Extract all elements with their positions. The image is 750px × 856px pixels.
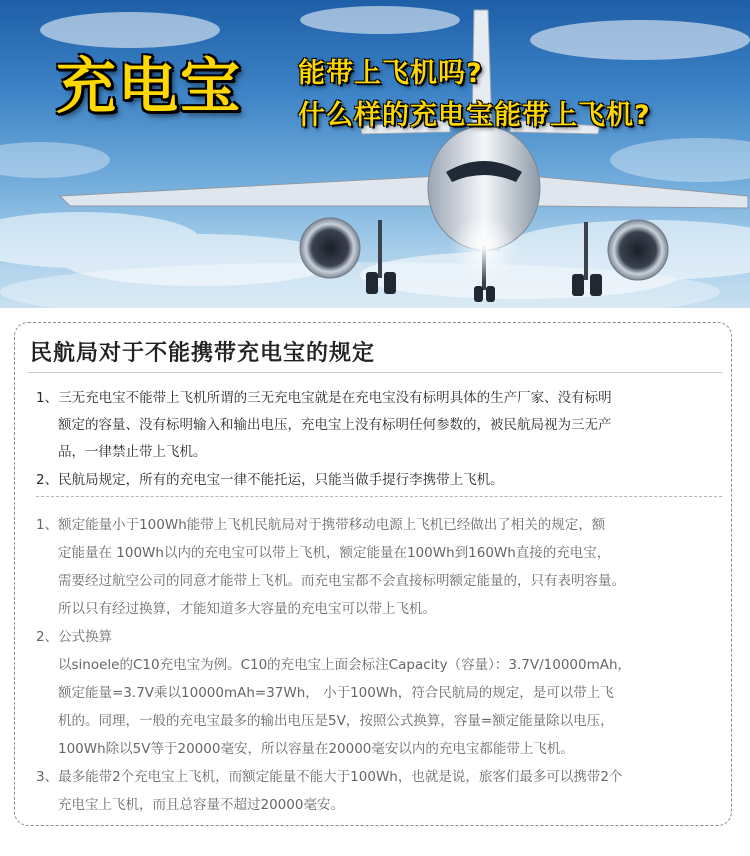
rule-1-line-3: 品，一律禁止带上飞机。 bbox=[58, 444, 207, 460]
detail-3-line-1: 3、最多能带2个充电宝上飞机，而额定能量不能大于100Wh，也就是说，旅客们最多可以携带2个 bbox=[36, 769, 623, 785]
detail-2-line-3: 机的。同理，一般的充电宝最多的输出电压是5V，按照公式换算，容量=额定能量除以电压， bbox=[58, 713, 614, 729]
headline-main: 充电宝 bbox=[56, 52, 242, 122]
detail-1-line-3: 需要经过航空公司的同意才能带上飞机。而充电宝都不会直接标明额定能量的，只有表明容量。 bbox=[58, 573, 625, 589]
detail-1-line-1: 1、额定能量小于100Wh能带上飞机民航局对于携带移动电源上飞机已经做出了相关的规定，额 bbox=[36, 517, 606, 533]
section-divider bbox=[36, 496, 722, 497]
airplane-illustration bbox=[0, 0, 750, 308]
detail-2-heading: 2、公式换算 bbox=[36, 629, 113, 645]
detail-3-line-2: 充电宝上飞机，而且总容量不超过20000毫安。 bbox=[58, 797, 344, 813]
section-title: 民航局对于不能携带充电宝的规定 bbox=[30, 341, 376, 366]
detail-1-line-4: 所以只有经过换算，才能知道多大容量的充电宝可以带上飞机。 bbox=[58, 601, 436, 617]
detail-2-line-4: 100Wh除以5V等于20000毫安，所以容量在20000毫安以内的充电宝都能带上飞机。 bbox=[58, 741, 574, 757]
headline-question-1: 能带上飞机吗? bbox=[298, 58, 483, 89]
headline-question-2: 什么样的充电宝能带上飞机? bbox=[298, 100, 651, 131]
detail-1-line-2: 定能量在 100Wh以内的充电宝可以带上飞机，额定能量在100Wh到160Wh直接的充电宝， bbox=[58, 545, 611, 561]
detail-2-line-2: 额定能量=3.7V乘以10000mAh=37Wh， 小于100Wh，符合民航局的规定，是可以带上飞 bbox=[58, 685, 614, 701]
rule-1-line-2: 额定的容量、没有标明输入和输出电压，充电宝上没有标明任何参数的，被民航局视为三无产 bbox=[58, 417, 612, 433]
hero-banner bbox=[0, 0, 750, 308]
detail-2-line-1: 以sinoele的C10充电宝为例。C10的充电宝上面会标注Capacity（容量）：3.7V/10000mAh， bbox=[58, 657, 632, 673]
title-underline bbox=[28, 372, 722, 373]
rule-2-line-1: 2、民航局规定，所有的充电宝一律不能托运，只能当做手提行李携带上飞机。 bbox=[36, 472, 504, 488]
rule-1-line-1: 1、三无充电宝不能带上飞机所谓的三无充电宝就是在充电宝没有标明具体的生产厂家、没有标明 bbox=[36, 390, 612, 406]
